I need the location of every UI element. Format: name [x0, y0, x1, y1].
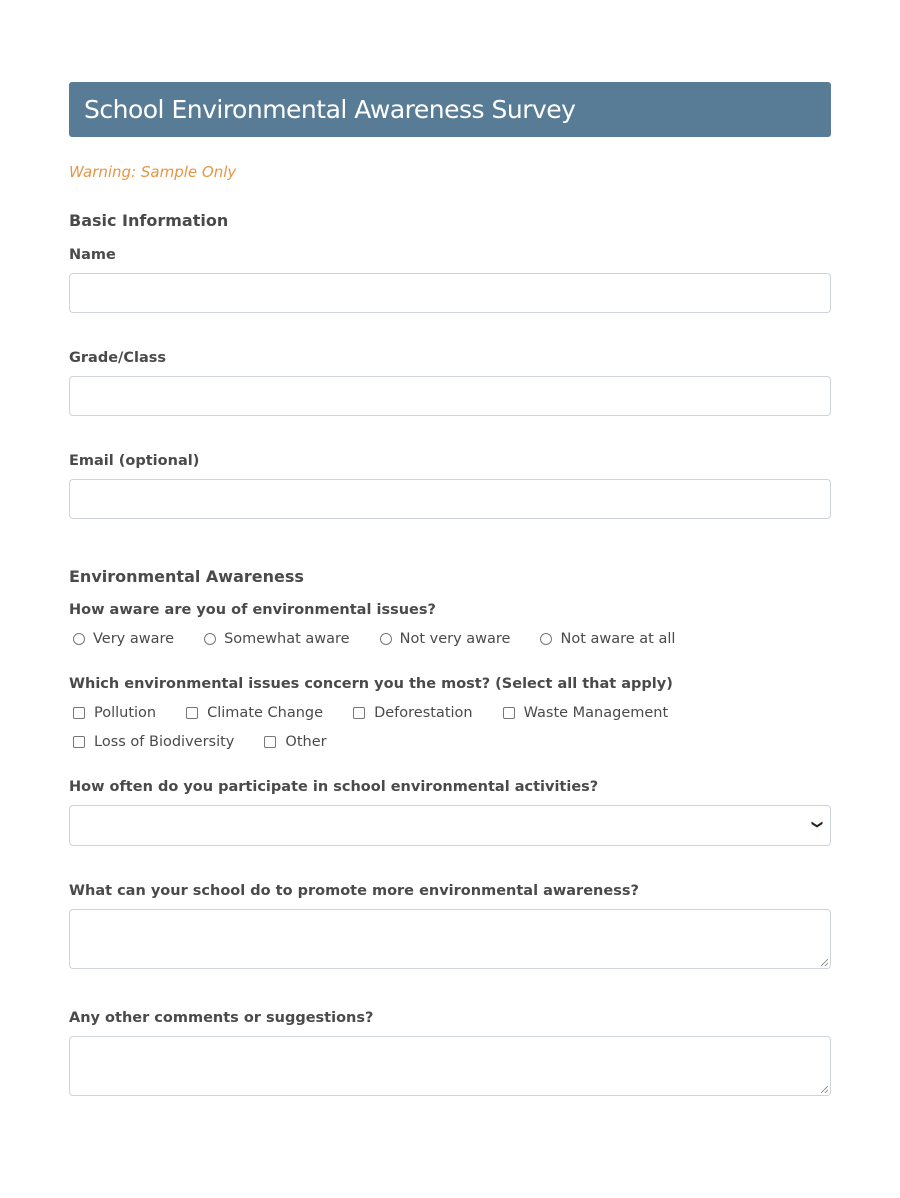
- checkbox-icon[interactable]: [353, 707, 365, 719]
- checkbox-waste-management[interactable]: [503, 703, 669, 723]
- checkbox-icon[interactable]: [186, 707, 198, 719]
- name-input[interactable]: [69, 273, 831, 313]
- concerns-checkbox-row-2: [69, 732, 831, 752]
- checkbox-label: Pollution: [94, 705, 157, 721]
- participation-question-label: How often do you participate in school environmental activities?: [69, 779, 599, 795]
- radio-circle-icon[interactable]: [204, 633, 216, 645]
- page-title: School Environmental Awareness Survey: [69, 82, 831, 137]
- email-input[interactable]: [69, 479, 831, 519]
- section-basic-information: Basic Information: [69, 211, 229, 230]
- checkbox-other[interactable]: [264, 732, 326, 752]
- awareness-question-label: How aware are you of environmental issues?: [69, 602, 436, 618]
- checkbox-icon[interactable]: [264, 736, 276, 748]
- email-label: Email (optional): [69, 453, 200, 469]
- promote-question-label: What can your school do to promote more environmental awareness?: [69, 883, 639, 899]
- checkbox-pollution[interactable]: [73, 703, 156, 723]
- grade-input[interactable]: [69, 376, 831, 416]
- checkbox-icon[interactable]: [73, 736, 85, 748]
- checkbox-icon[interactable]: [503, 707, 515, 719]
- radio-not-aware-at-all[interactable]: [540, 629, 675, 649]
- checkbox-climate-change[interactable]: [186, 703, 323, 723]
- name-label: Name: [69, 247, 116, 263]
- checkbox-icon[interactable]: [73, 707, 85, 719]
- radio-not-very-aware[interactable]: [380, 629, 511, 649]
- participation-select[interactable]: [69, 805, 831, 846]
- radio-label: Very aware: [93, 631, 175, 647]
- checkbox-label: Waste Management: [523, 705, 669, 721]
- radio-circle-icon[interactable]: [540, 633, 552, 645]
- concerns-checkbox-row-1: [69, 703, 831, 723]
- checkbox-label: Climate Change: [207, 705, 324, 721]
- comments-textarea[interactable]: [69, 1036, 831, 1096]
- checkbox-label: Other: [285, 734, 327, 750]
- concerns-question-label: Which environmental issues concern you the most? (Select all that apply): [69, 676, 673, 692]
- radio-circle-icon[interactable]: [73, 633, 85, 645]
- checkbox-deforestation[interactable]: [353, 703, 473, 723]
- resize-grip-icon[interactable]: [821, 1086, 828, 1093]
- radio-label: Not very aware: [399, 631, 511, 647]
- radio-circle-icon[interactable]: [380, 633, 392, 645]
- grade-label: Grade/Class: [69, 350, 167, 366]
- radio-label: Not aware at all: [560, 631, 676, 647]
- checkbox-loss-of-biodiversity[interactable]: [73, 732, 234, 752]
- awareness-radio-group: [69, 629, 831, 649]
- warning-text: Warning: Sample Only: [69, 163, 237, 181]
- radio-very-aware[interactable]: [73, 629, 174, 649]
- radio-label: Somewhat aware: [224, 631, 350, 647]
- radio-somewhat-aware[interactable]: [204, 629, 350, 649]
- resize-grip-icon[interactable]: [821, 959, 828, 966]
- promote-textarea[interactable]: [69, 909, 831, 969]
- checkbox-label: Loss of Biodiversity: [94, 734, 235, 750]
- section-environmental-awareness: Environmental Awareness: [69, 567, 304, 586]
- chevron-down-icon: ❯: [810, 819, 824, 830]
- comments-question-label: Any other comments or suggestions?: [69, 1010, 374, 1026]
- checkbox-label: Deforestation: [374, 705, 473, 721]
